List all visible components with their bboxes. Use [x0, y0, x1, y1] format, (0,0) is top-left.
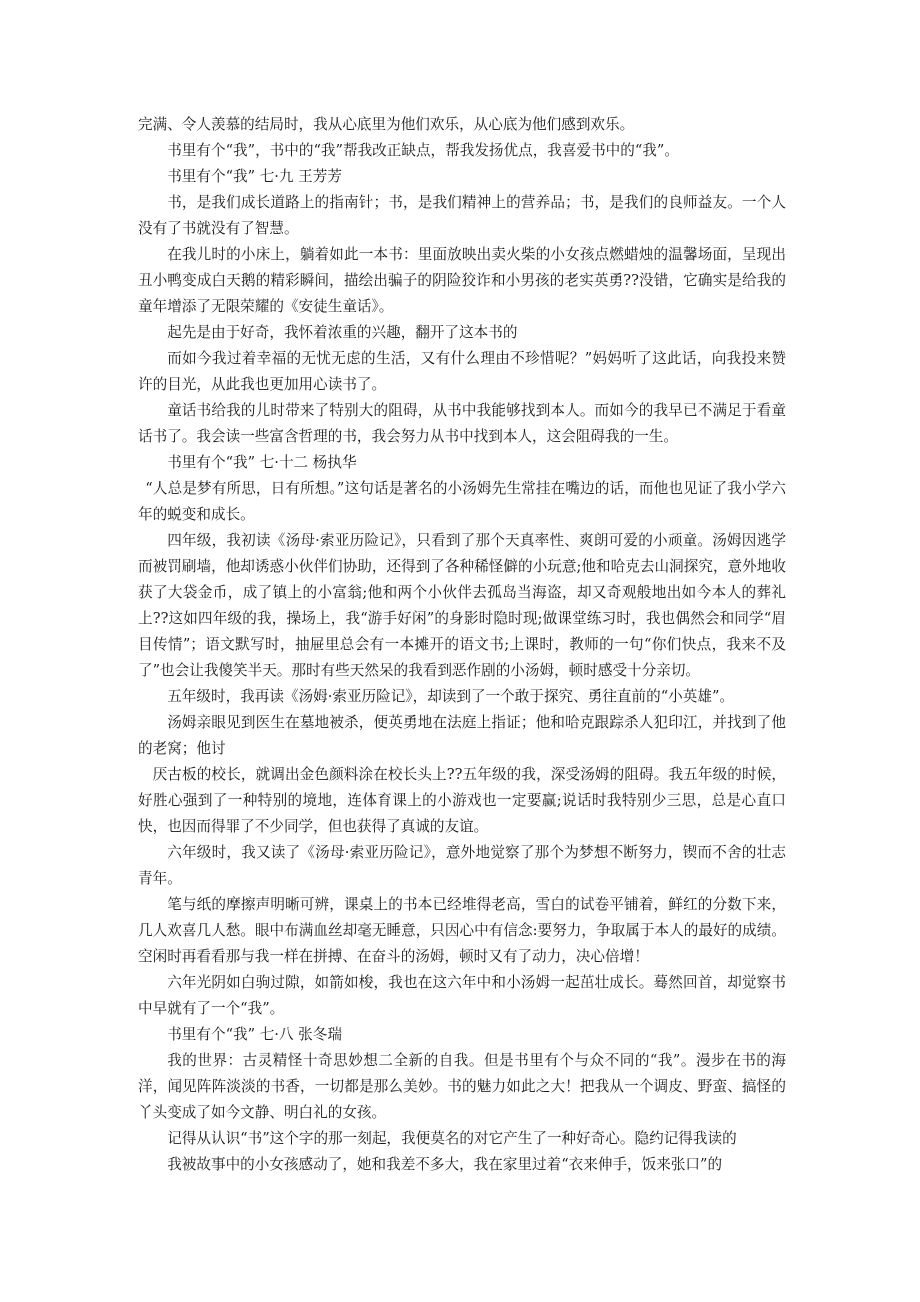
paragraph-9: “人总是梦有所思，日有所想。”这句话是著名的小汤姆先生常挂在嘴边的话，而他也见证了我小学六年的蜕变和成长。 — [138, 480, 786, 523]
paragraph-1: 书里有个“我”，书中的“我”帮我改正缺点，帮我发扬优点，我喜爱书中的“我”。 — [167, 142, 679, 159]
document-page — [138, 112, 786, 1178]
paragraph-5: 起先是由于好奇，我怀着浓重的兴趣，翻开了这本书的 — [167, 324, 518, 341]
paragraph-6: 而如今我过着幸福的无忧无虑的生活，又有什么理由不珍惜呢？”妈妈听了这此话，向我投来赞许的目光，从此我也更加用心读书了。 — [138, 350, 786, 393]
paragraph-11: 五年级时，我再读《汤姆·索亚历险记》，却读到了一个敢于探究、勇往直前的“小英雄”。 — [167, 688, 735, 705]
paragraph-4: 在我儿时的小床上，躺着如此一本书：里面放映出卖火柴的小女孩点燃蜡烛的温馨场面，呈现出丑小鸭变成白天鹅的精彩瞬间，描绘出骗子的阴险狡诈和小男孩的老实英勇??没错，它确实是给我的童年增添了无限荣耀的《安徒生童话》。 — [138, 246, 786, 315]
paragraph-10: 四年级，我初读《汤母·索亚历险记》，只看到了那个天真率性、爽朗可爱的小顽童。汤姆因逃学而被罚刷墙，他却诱惑小伙伴们协助，还得到了各种稀怪僻的小玩意;他和哈克去山洞探究，意外地收获了大袋金币，成了镇上的小富翁;他和两个小伙伴去孤岛当海盗，却又奇观般地出如今本人的葬礼上??这如四年级的我，操场上，我“游手好闲”的身影时隐时现;做课堂练习时，我也偶然会和同学“眉目传情”；语文默写时，抽屉里总会有一本摊开的语文书;上课时，教师的一句“你们快点，我来不及了”也会让我傻笑半天。那时有些天然呆的我看到恶作剧的小汤姆，顿时感受十分亲切。 — [138, 532, 786, 679]
paragraph-0: 完满、令人羡慕的结局时，我从心底里为他们欢乐，从心底为他们感到欢乐。 — [138, 116, 635, 133]
paragraph-13: 厌古板的校长，就调出金色颜料涂在校长头上??五年级的我，深受汤姆的阻碍。我五年级的时候，好胜心强到了一种特别的境地，连体育课上的小游戏也一定要赢;说话时我特别少三思，总是心直口快，也因而得罪了不少同学，但也获得了真诚的友谊。 — [138, 766, 786, 835]
section-heading-zhang: 书里有个“我” 七·八 张冬瑞 — [167, 1026, 342, 1043]
section-heading-yang: 书里有个“我” 七·十二 杨执华 — [167, 454, 357, 471]
paragraph-19: 记得从认识“书”这个字的那一刻起，我便莫名的对它产生了一种好奇心。隐约记得我读的 — [167, 1130, 737, 1147]
paragraph-20: 我被故事中的小女孩感动了，她和我差不多大，我在家里过着“衣来伸手，饭来张口”的 — [167, 1156, 723, 1173]
paragraph-14: 六年级时，我又读了《汤母·索亚历险记》，意外地觉察了那个为梦想不断努力，锲而不舍的壮志青年。 — [138, 844, 786, 887]
paragraph-18: 我的世界：古灵精怪十奇思妙想二全新的自我。但是书里有个与众不同的“我”。漫步在书的海洋，闻见阵阵淡淡的书香，一切都是那么美妙。书的魅力如此之大！把我从一个调皮、野蛮、搞怪的丫头变成了如今文静、明白礼的女孩。 — [138, 1052, 786, 1121]
paragraph-16: 六年光阴如白驹过隙，如箭如梭，我也在这六年中和小汤姆一起茁壮成长。蓦然回首，却觉察书中早就有了一个“我”。 — [138, 974, 786, 1017]
paragraph-12: 汤姆亲眼见到医生在墓地被杀，便英勇地在法庭上指证；他和哈克跟踪杀人犯印江，并找到了他的老窝；他讨 — [138, 714, 786, 757]
section-heading-wang: 书里有个“我” 七·九 王芳芳 — [167, 168, 342, 185]
paragraph-3: 书，是我们成长道路上的指南针；书，是我们精神上的营养品；书，是我们的良师益友。一个人没有了书就没有了智慧。 — [138, 194, 786, 237]
paragraph-7: 童话书给我的儿时带来了特别大的阻碍，从书中我能够找到本人。而如今的我早已不满足于看童话书了。我会读一些富含哲理的书，我会努力从书中找到本人，这会阻碍我的一生。 — [138, 402, 786, 445]
paragraph-15: 笔与纸的摩擦声明晰可辨，课桌上的书本已经堆得老高，雪白的试卷平铺着，鲜红的分数下来，几人欢喜几人愁。眼中布满血丝却毫无睡意，只因心中有信念:要努力，争取属于本人的最好的成绩。空闲时再看看那与我一样在拼搏、在奋斗的汤姆，顿时又有了动力，决心倍增！ — [138, 896, 786, 965]
